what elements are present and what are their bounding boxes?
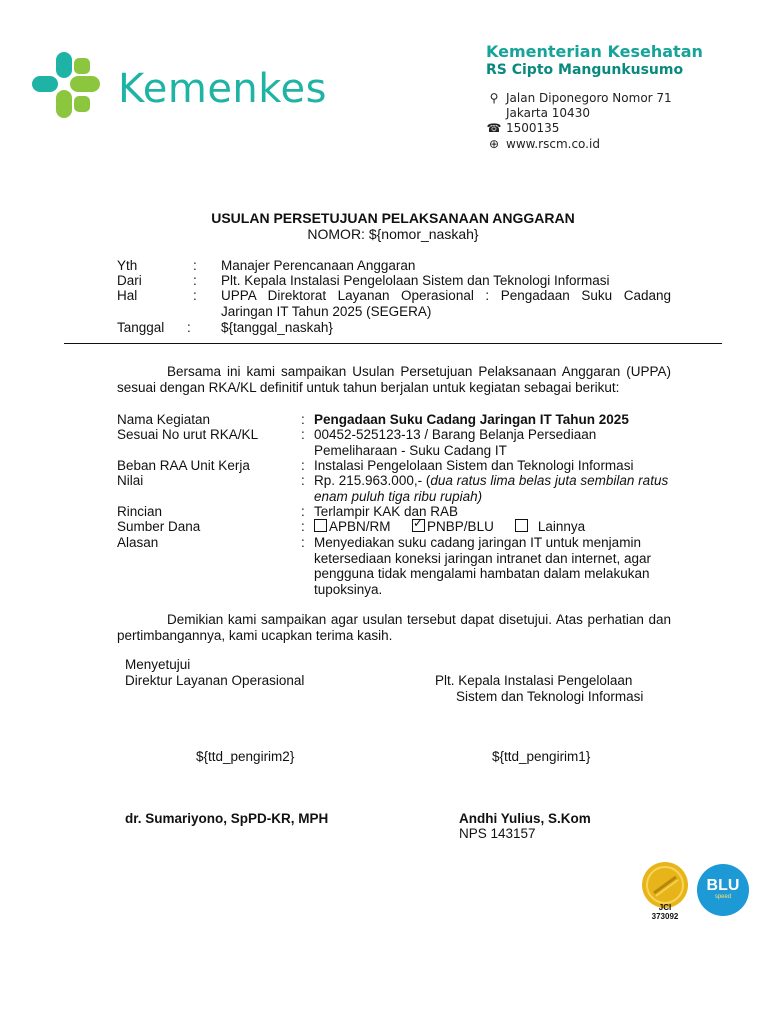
separator: : xyxy=(193,258,197,273)
separator: : xyxy=(301,412,305,427)
separator: : xyxy=(193,273,197,288)
alasan-value: Menyediakan suku cadang jaringan IT untuk menjamin ketersediaan koneksi jaringan intranet dan internet, agar pengguna tidak mengalami hambatan dalam melakukan tupoksinya. xyxy=(314,535,651,597)
separator: : xyxy=(187,320,191,335)
separator: : xyxy=(301,519,305,534)
rincian-label: Rincian xyxy=(117,504,163,519)
header-divider xyxy=(64,343,722,344)
lainnya-label: Lainnya xyxy=(537,519,586,534)
nilai-label: Nilai xyxy=(117,473,144,488)
nilai-in-words: dua ratus lima belas juta sembilan ratus enam puluh tiga ribu rupiah) xyxy=(314,473,669,504)
yth-label: Yth xyxy=(117,258,138,273)
left-signer-title: Direktur Layanan Operasional xyxy=(125,673,305,688)
document-title: USULAN PERSETUJUAN PELAKSANAAN ANGGARAN xyxy=(211,210,575,226)
lainnya-checkbox[interactable] xyxy=(515,519,528,532)
website-text[interactable]: www.rscm.co.id xyxy=(506,137,600,151)
right-signer-title-1: Plt. Kepala Instalasi Pengelolaan xyxy=(435,673,633,688)
location-pin-icon: ⚲ xyxy=(489,91,499,105)
separator: : xyxy=(301,473,305,488)
apbn-checkbox[interactable] xyxy=(314,519,327,532)
pnbp-checkbox[interactable] xyxy=(412,519,425,532)
address-line2: Jakarta 10430 xyxy=(506,106,590,120)
phone-icon: ☎ xyxy=(486,121,502,135)
blu-text: BLU xyxy=(706,877,740,894)
globe-icon: ⊕ xyxy=(488,137,500,151)
hal-label: Hal xyxy=(117,288,138,303)
rka-value: 00452-525123-13 / Barang Belanja Persediaan Pemeliharaan - Suku Cadang IT xyxy=(314,427,597,458)
rka-label: Sesuai No urut RKA/KL xyxy=(117,427,259,442)
blu-subtext: speed xyxy=(714,894,732,900)
phone-line xyxy=(486,121,559,135)
kemenkes-wordmark: Kemenkes xyxy=(118,66,327,112)
website-line xyxy=(486,137,600,151)
kemenkes-logo-icon xyxy=(30,50,106,120)
nama-kegiatan-value: Pengadaan Suku Cadang Jaringan IT Tahun 2025 xyxy=(314,412,629,427)
jci-label xyxy=(640,903,690,921)
tanggal-label: Tanggal xyxy=(117,320,165,335)
dari-value: Plt. Kepala Instalasi Pengelolaan Sistem dan Teknologi Informasi xyxy=(221,273,610,288)
intro-paragraph: Bersama ini kami sampaikan Usulan Persetujuan Pelaksanaan Anggaran (UPPA) sesuai dengan RKA/KL definitif untuk tahun berjalan untuk kegiatan sebagai berikut: xyxy=(117,364,671,395)
nilai-amount: Rp. 215.963.000,- ( xyxy=(314,473,431,488)
separator: : xyxy=(301,535,305,550)
left-signature-placeholder: ${ttd_pengirim2} xyxy=(196,749,295,764)
right-signer-title-2: Sistem dan Teknologi Informasi xyxy=(456,689,644,704)
address-line1 xyxy=(486,91,672,105)
separator: : xyxy=(301,458,305,473)
apbn-label: APBN/RM xyxy=(329,519,391,534)
separator: : xyxy=(301,504,305,519)
sumber-dana-options xyxy=(314,519,674,535)
pnbp-label: PNBP/BLU xyxy=(427,519,494,534)
address-text: Jalan Diponegoro Nomor 71 xyxy=(506,91,672,105)
left-signer-name: dr. Sumariyono, SpPD-KR, MPH xyxy=(125,811,329,826)
closing-paragraph: Demikian kami sampaikan agar usulan tersebut dapat disetujui. Atas perhatian dan pertimbangannya, kami ucapkan terima kasih. xyxy=(117,612,671,643)
dari-label: Dari xyxy=(117,273,142,288)
beban-value: Instalasi Pengelolaan Sistem dan Teknologi Informasi xyxy=(314,458,634,473)
right-signer-nps: NPS 143157 xyxy=(459,826,536,841)
tanggal-value: ${tanggal_naskah} xyxy=(221,320,333,335)
jci-number: 373092 xyxy=(651,912,679,921)
rincian-value: Terlampir KAK dan RAB xyxy=(314,504,459,519)
yth-value: Manajer Perencanaan Anggaran xyxy=(221,258,416,273)
hal-value: UPPA Direktorat Layanan Operasional : Pengadaan Suku Cadang Jaringan IT Tahun 2025 (SEGERA) xyxy=(221,288,671,319)
separator: : xyxy=(301,427,305,442)
sumber-dana-label: Sumber Dana xyxy=(117,519,201,534)
hospital-name: RS Cipto Mangunkusumo xyxy=(486,62,684,78)
separator: : xyxy=(193,288,197,303)
blu-badge xyxy=(697,864,749,916)
document-number: NOMOR: ${nomor_naskah} xyxy=(307,226,479,242)
phone-text: 1500135 xyxy=(506,121,560,135)
jci-text: JCI xyxy=(658,903,672,912)
nilai-value xyxy=(314,473,674,504)
beban-label: Beban RAA Unit Kerja xyxy=(117,458,250,473)
right-signer-name: Andhi Yulius, S.Kom xyxy=(459,811,591,826)
approval-heading: Menyetujui xyxy=(125,657,191,672)
nama-kegiatan-label: Nama Kegiatan xyxy=(117,412,211,427)
institution-name: Kementerian Kesehatan xyxy=(486,42,703,61)
alasan-label: Alasan xyxy=(117,535,159,550)
right-signature-placeholder: ${ttd_pengirim1} xyxy=(492,749,591,764)
